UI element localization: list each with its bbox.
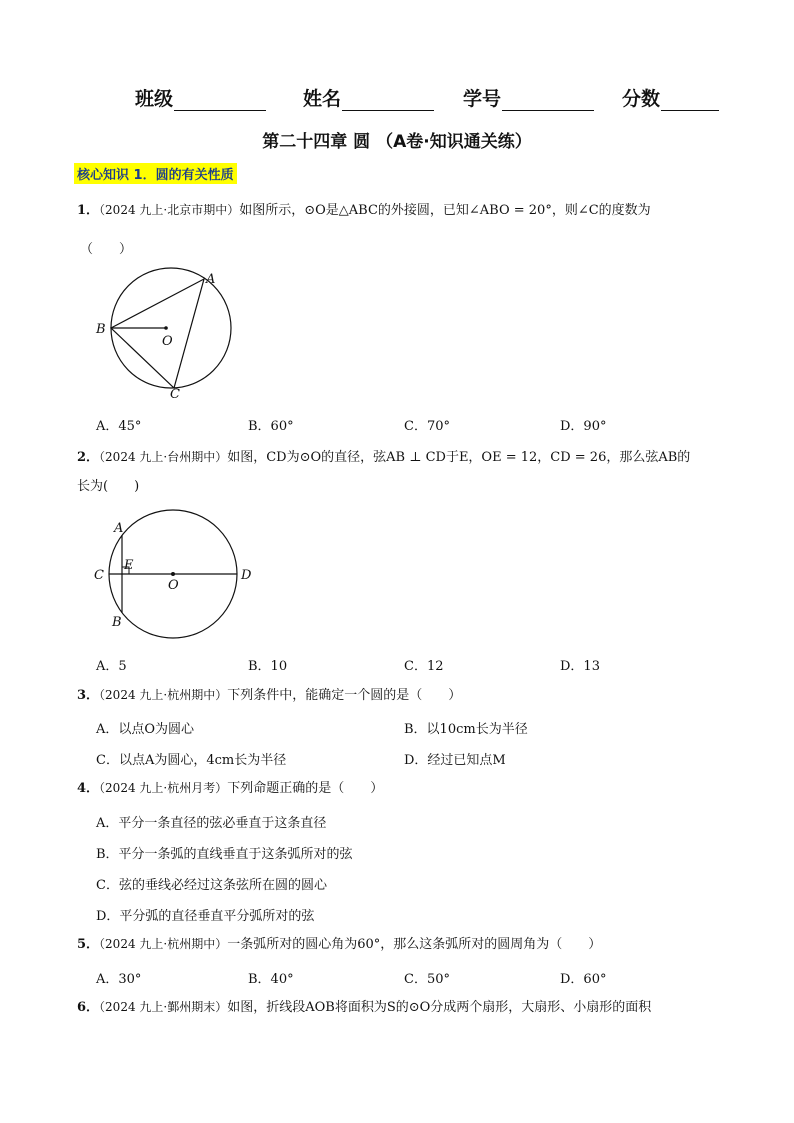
question-source: （2024 九上·杭州期中） (99, 688, 228, 702)
student-id-field (463, 84, 594, 111)
question-text: 一条弧所对的圆心角为60°，那么这条弧所对的圆周角为（ ） (227, 937, 602, 952)
option-a: A．5 (96, 659, 127, 674)
option-c: C．弦的垂线必经过这条弦所在圆的圆心 (96, 878, 327, 893)
option-d: D．60° (560, 972, 607, 987)
label-o: O (162, 334, 173, 349)
name-label: 姓名 (303, 88, 342, 110)
triangle-abc (111, 279, 204, 388)
question-4 (77, 778, 383, 799)
score-blank (661, 90, 719, 111)
label-c: C (170, 387, 180, 402)
q2-figure (90, 505, 260, 645)
question-text: 下列条件中，能确定一个圆的是（ ） (227, 688, 462, 703)
option-d: D．平分弧的直径垂直平分弧所对的弦 (96, 909, 315, 924)
label-b: B (96, 322, 106, 337)
class-label: 班级 (135, 88, 174, 110)
option-b: B．平分一条弧的直线垂直于这条弧所对的弦 (96, 847, 353, 862)
question-text: 如图，CD为⊙O的直径，弦AB ⊥ CD于E，OE = 12，CD = 26，那么弦AB的 (227, 450, 691, 465)
question-text: 下列命题正确的是（ ） (227, 781, 384, 796)
page-title: 第二十四章 圆 （A卷·知识通关练） (262, 132, 532, 152)
option-a: A．平分一条直径的弦必垂直于这条直径 (96, 816, 327, 831)
name-blank (342, 90, 434, 111)
option-a: A．45° (96, 419, 142, 434)
question-3 (77, 685, 461, 706)
class-blank (174, 90, 266, 111)
label-e: E (124, 558, 134, 573)
label-b: B (112, 615, 122, 630)
student-id-blank (502, 90, 594, 111)
question-number: 4． (77, 781, 100, 796)
section-heading: 核心知识 1．圆的有关性质 (74, 163, 237, 184)
question-5 (77, 934, 601, 955)
option-b: B．60° (248, 419, 294, 434)
option-a: A．以点O为圆心 (96, 722, 195, 737)
question-number: 1． (77, 203, 100, 218)
question-2 (77, 447, 690, 468)
question-number: 3． (77, 688, 100, 703)
option-b: B．10 (248, 659, 288, 674)
center-point (171, 572, 175, 576)
label-d: D (241, 568, 252, 583)
question-6 (77, 997, 651, 1018)
option-c: C．50° (404, 972, 450, 987)
option-b: B．40° (248, 972, 294, 987)
label-a: A (206, 272, 216, 287)
answer-paren: （ ） (80, 242, 133, 257)
class-field (135, 84, 266, 111)
question-source: （2024 九上·台州期中） (99, 450, 228, 464)
question-2-cont: 长为( ) (77, 479, 140, 494)
question-1 (77, 200, 651, 221)
center-point (164, 326, 168, 330)
score-field (622, 84, 719, 111)
option-d: D．13 (560, 659, 600, 674)
option-d: D．经过已知点M (404, 753, 506, 768)
question-number: 5． (77, 937, 100, 952)
option-c: C．以点A为圆心，4cm长为半径 (96, 753, 287, 768)
question-source: （2024 九上·杭州期中） (99, 937, 228, 951)
option-a: A．30° (96, 972, 142, 987)
question-source: （2024 九上·鄞州期末） (99, 1000, 228, 1014)
label-a: A (114, 521, 124, 536)
score-label: 分数 (622, 88, 661, 110)
question-source: （2024 九上·北京市期中） (99, 203, 240, 217)
option-c: C．70° (404, 419, 450, 434)
question-source: （2024 九上·杭州月考） (99, 781, 228, 795)
student-id-label: 学号 (463, 88, 502, 110)
option-b: B．以10cm长为半径 (404, 722, 528, 737)
option-d: D．90° (560, 419, 607, 434)
question-number: 2． (77, 450, 100, 465)
label-o: O (168, 578, 179, 593)
question-text: 如图所示，⊙O是△ABC的外接圆，已知∠ABO = 20°，则∠C的度数为 (239, 203, 651, 218)
label-c: C (94, 568, 104, 583)
option-c: C．12 (404, 659, 444, 674)
question-text: 如图，折线段AOB将面积为S的⊙O分成两个扇形，大扇形、小扇形的面积 (227, 1000, 652, 1015)
question-number: 6． (77, 1000, 100, 1015)
name-field (303, 84, 434, 111)
q1-figure (90, 265, 250, 405)
